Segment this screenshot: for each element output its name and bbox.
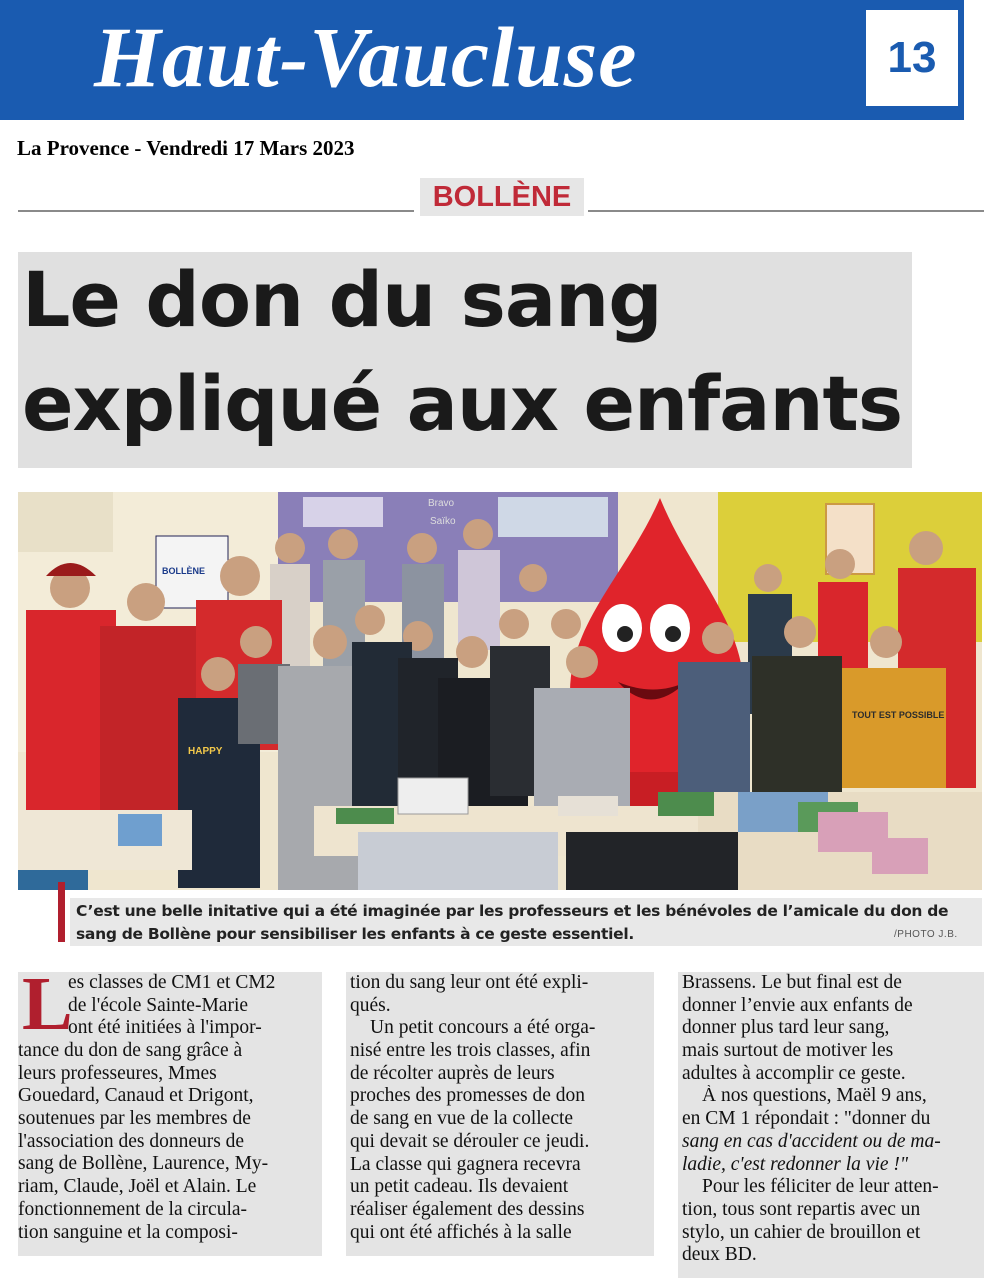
masthead-banner (0, 0, 964, 120)
col1-line: l'association des donneurs de (18, 1130, 245, 1152)
col2-line: un petit cadeau. Ils devaient (350, 1176, 569, 1198)
col1-line: es classes de CM1 et CM2 (68, 972, 276, 993)
col3-line: ladie, c'est redonner la vie !" (682, 1153, 909, 1175)
col1-line: de l'école Sainte-Marie (68, 994, 249, 1016)
col2-line: proches des promesses de don (350, 1085, 586, 1107)
photo-credit: /PHOTO J.B. (894, 929, 958, 940)
col3-line: À nos questions, Maël 9 ans, (702, 1085, 927, 1107)
poster-text: BOLLÈNE (162, 566, 206, 576)
col3-line: sang en cas d'accident ou de ma- (682, 1130, 941, 1152)
source-line: La Provence - Vendredi 17 Mars 2023 (17, 136, 355, 160)
col3-line: Pour les féliciter de leur atten- (702, 1176, 939, 1198)
article-column-1-cont (18, 1040, 322, 1244)
headline-line-2: expliqué aux enfants (22, 359, 903, 448)
col1-line: ont été initiées à l'impor- (68, 1017, 262, 1039)
page-number: 13 (887, 33, 937, 82)
col3-line: stylo, un cahier de brouillon et (682, 1221, 921, 1243)
article-column-3 (682, 972, 982, 1267)
col2-line: tion du sang leur ont été expli- (350, 972, 589, 993)
col1-line: leurs professeures, Mmes (18, 1062, 217, 1084)
kicker-bollene: BOLLÈNE (420, 178, 584, 216)
caption-line-1: C’est une belle initative qui a été imaginée par les professeurs et les bénévoles de l’amicale du don de (76, 902, 949, 920)
col2-line: qui ont été affichés à la salle (350, 1221, 572, 1243)
classroom-photo-illustration (18, 492, 982, 890)
col3-line: deux BD. (682, 1244, 757, 1266)
col1-line: tance du don de sang grâce à (18, 1040, 243, 1061)
col3-line: en CM 1 répondait : "donner du (682, 1108, 931, 1130)
section-title: Haut-Vaucluse (94, 9, 638, 105)
headline-line-1: Le don du sang (22, 255, 662, 344)
col2-line: nisé entre les trois classes, afin (350, 1040, 591, 1062)
col1-line: tion sanguine et la composi- (18, 1221, 238, 1243)
col3-line: donner plus tard leur sang, (682, 1017, 890, 1039)
kicker-rule-right (588, 210, 984, 212)
page-number-box (866, 10, 958, 106)
col3-line: tion, tous sont repartis avec un (682, 1198, 921, 1220)
col3-line: mais surtout de motiver les (682, 1040, 894, 1062)
col1-line: soutenues par les membres de (18, 1108, 251, 1130)
col1-line: riam, Claude, Joël et Alain. Le (18, 1176, 257, 1198)
col2-line: qués. (350, 994, 391, 1016)
col2-line: de récolter auprès de leurs (350, 1062, 555, 1084)
col3-line: donner l’envie aux enfants de (682, 994, 913, 1016)
svg-text:HAPPY: HAPPY (188, 746, 223, 757)
board-text-1: Bravo (428, 498, 455, 509)
col3-line: adultes à accomplir ce geste. (682, 1062, 906, 1084)
col1-line: sang de Bollène, Laurence, My- (18, 1153, 269, 1175)
kicker-rule-left (18, 210, 414, 212)
article-column-1 (68, 972, 322, 1040)
col2-line: qui devait se dérouler ce jeudi. (350, 1130, 590, 1152)
caption-accent-bar (58, 882, 65, 942)
col2-line: réaliser également des dessins (350, 1198, 585, 1220)
photo-caption (76, 900, 988, 946)
article-column-2 (350, 972, 652, 1244)
col2-line: La classe qui gagnera recevra (350, 1153, 581, 1175)
tshirt-text: TOUT EST POSSIBLE (852, 710, 945, 720)
caption-line-2: sang de Bollène pour sensibiliser les enfants à ce geste essentiel. (76, 925, 634, 943)
col1-line: fonctionnement de la circula- (18, 1198, 248, 1220)
col2-line: de sang en vue de la collecte (350, 1108, 574, 1130)
col3-line: Brassens. Le but final est de (682, 972, 902, 993)
article-photo (18, 492, 982, 890)
board-text-2: Saïko (430, 516, 456, 527)
col2-line: Un petit concours a été orga- (370, 1017, 596, 1039)
drop-cap: L (22, 962, 73, 1046)
col1-line: Gouedard, Canaud et Drigont, (18, 1085, 254, 1107)
